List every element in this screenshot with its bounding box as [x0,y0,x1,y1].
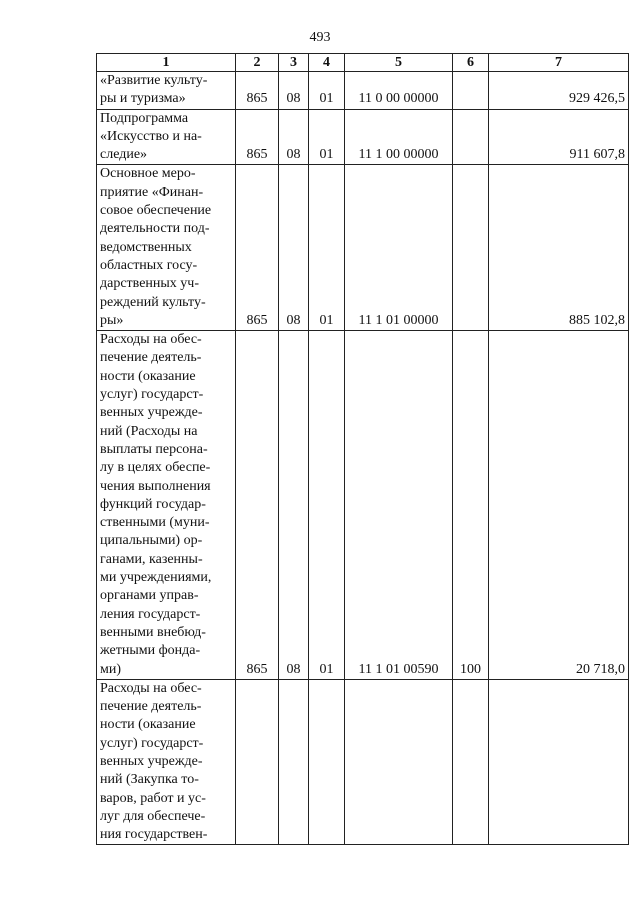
header-col-6: 6 [453,54,489,72]
table-row [97,72,629,110]
row-amount: 20 718,0 [489,331,629,680]
page-number: 493 [309,30,331,45]
row-target-code: 11 1 01 00590 [345,331,453,680]
row-admin-code: 865 [236,165,279,331]
row-section: 08 [279,331,309,680]
header-col-3: 3 [279,54,309,72]
row-name: Подпрограмма «Искусство и на- следие» [97,109,236,165]
row-target-code [345,679,453,845]
header-row [97,54,629,72]
table-row [97,331,629,680]
budget-table [96,53,629,845]
row-name: Расходы на обес- печение деятель- ности (оказание услуг) государст- венных учрежде- ний (Закупка то- варов, работ и ус- луг для обеспече- ния государствен- [97,679,236,845]
header-col-2: 2 [236,54,279,72]
row-subsection: 01 [309,331,345,680]
row-expense-kind [453,165,489,331]
row-amount: 911 607,8 [489,109,629,165]
row-admin-code: 865 [236,331,279,680]
row-admin-code: 865 [236,72,279,110]
row-section: 08 [279,165,309,331]
row-target-code: 11 1 01 00000 [345,165,453,331]
table-row [97,165,629,331]
row-target-code: 11 0 00 00000 [345,72,453,110]
row-subsection [309,679,345,845]
row-target-code: 11 1 00 00000 [345,109,453,165]
header-col-7: 7 [489,54,629,72]
row-subsection: 01 [309,165,345,331]
header-col-5: 5 [345,54,453,72]
row-name: Основное меро- приятие «Финан- совое обеспечение деятельности под- ведомственных областных госу- дарственных уч- реждений культу- ры» [97,165,236,331]
row-expense-kind [453,72,489,110]
header-col-4: 4 [309,54,345,72]
header-col-1: 1 [97,54,236,72]
row-name: Расходы на обес- печение деятель- ности (оказание услуг) государст- венных учрежде- ний (Расходы на выплаты персона- лу в целях обеспе- чения выполнения функций государ- ственными (муни- ципальными) ор- ганами, казенны- ми учреждениями, органами управ- ления государст- венными внебюд- жетными фонда- ми) [97,331,236,680]
row-subsection: 01 [309,72,345,110]
row-section: 08 [279,109,309,165]
row-section: 08 [279,72,309,110]
row-amount [489,679,629,845]
row-expense-kind: 100 [453,331,489,680]
table-row [97,109,629,165]
row-subsection: 01 [309,109,345,165]
row-section [279,679,309,845]
row-expense-kind [453,679,489,845]
row-expense-kind [453,109,489,165]
row-admin-code: 865 [236,109,279,165]
row-name: «Развитие культу- ры и туризма» [97,72,236,110]
table-row [97,679,629,845]
row-amount: 929 426,5 [489,72,629,110]
row-admin-code [236,679,279,845]
row-amount: 885 102,8 [489,165,629,331]
